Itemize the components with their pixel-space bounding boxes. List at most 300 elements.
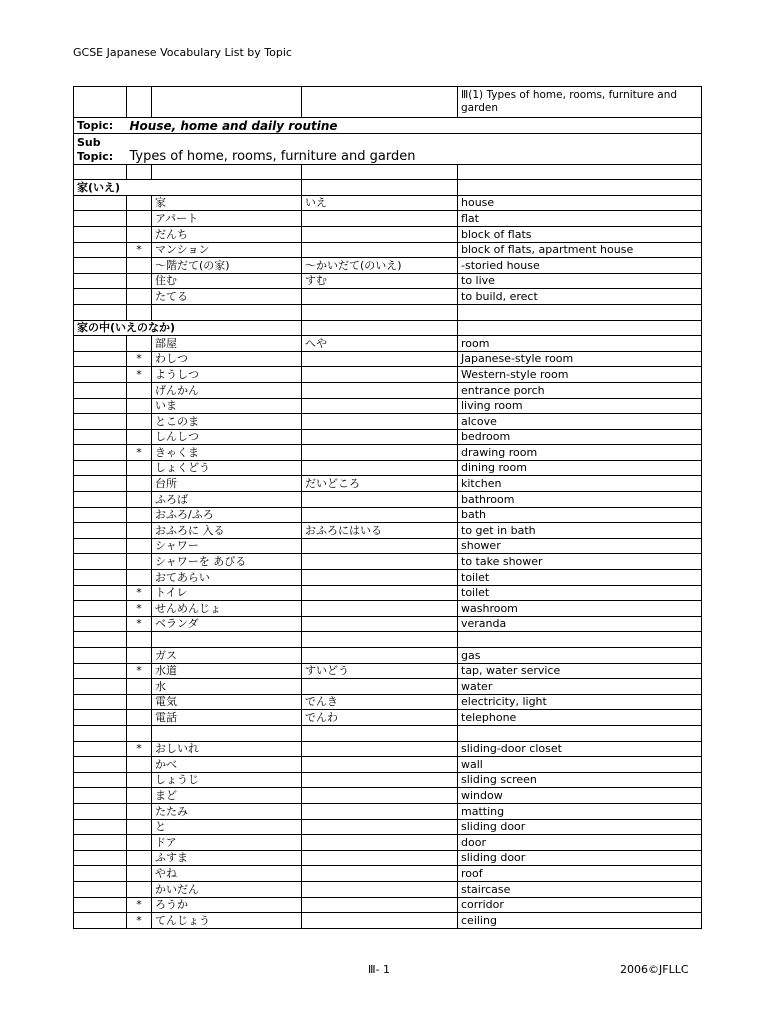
japanese-word: せんめんじょ bbox=[152, 601, 302, 617]
importance-mark bbox=[127, 476, 152, 492]
reading bbox=[302, 445, 458, 461]
importance-mark: * bbox=[127, 913, 152, 929]
japanese-word: かべ bbox=[152, 757, 302, 773]
japanese-word: かいだん bbox=[152, 881, 302, 897]
empty-cell bbox=[74, 226, 127, 242]
empty-cell bbox=[127, 632, 152, 648]
japanese-word: ろうか bbox=[152, 897, 302, 913]
table-row bbox=[74, 476, 702, 492]
reading bbox=[302, 367, 458, 383]
empty-cell bbox=[74, 585, 127, 601]
reading bbox=[302, 881, 458, 897]
english-meaning: room bbox=[458, 336, 702, 352]
empty-cell bbox=[74, 850, 127, 866]
japanese-word: と bbox=[152, 819, 302, 835]
japanese-word: だんち bbox=[152, 226, 302, 242]
reading bbox=[302, 616, 458, 632]
japanese-word: おてあらい bbox=[152, 570, 302, 586]
english-meaning: Japanese-style room bbox=[458, 351, 702, 367]
header-cell-empty bbox=[152, 87, 302, 118]
empty-cell bbox=[74, 803, 127, 819]
table-row bbox=[74, 538, 702, 554]
japanese-word: ようしつ bbox=[152, 367, 302, 383]
empty-cell bbox=[74, 679, 127, 695]
importance-mark bbox=[127, 507, 152, 523]
table-row bbox=[74, 585, 702, 601]
empty-cell bbox=[74, 741, 127, 757]
table-row bbox=[74, 694, 702, 710]
empty-cell bbox=[74, 367, 127, 383]
importance-mark bbox=[127, 382, 152, 398]
table-row bbox=[74, 663, 702, 679]
importance-mark bbox=[127, 648, 152, 664]
importance-mark bbox=[127, 258, 152, 274]
reading bbox=[302, 492, 458, 508]
japanese-word: 電話 bbox=[152, 710, 302, 726]
empty-cell bbox=[74, 242, 127, 258]
table-row bbox=[74, 803, 702, 819]
empty-cell bbox=[74, 725, 127, 741]
english-meaning: water bbox=[458, 679, 702, 695]
reading bbox=[302, 289, 458, 305]
empty-cell bbox=[74, 304, 127, 320]
empty-cell bbox=[74, 710, 127, 726]
table-row bbox=[74, 258, 702, 274]
topic-label: Topic: bbox=[74, 118, 127, 134]
table-row bbox=[74, 710, 702, 726]
importance-mark bbox=[127, 679, 152, 695]
japanese-word: ガス bbox=[152, 648, 302, 664]
table-row bbox=[74, 554, 702, 570]
importance-mark bbox=[127, 211, 152, 227]
importance-mark bbox=[127, 226, 152, 242]
empty-cell bbox=[458, 632, 702, 648]
english-meaning: shower bbox=[458, 538, 702, 554]
table-row bbox=[74, 242, 702, 258]
japanese-word: シャワー bbox=[152, 538, 302, 554]
table-row bbox=[74, 850, 702, 866]
reading bbox=[302, 414, 458, 430]
japanese-word: おふろ/ふろ bbox=[152, 507, 302, 523]
empty-cell bbox=[74, 523, 127, 539]
japanese-word: おふろに 入る bbox=[152, 523, 302, 539]
reading: でんわ bbox=[302, 710, 458, 726]
empty-cell bbox=[74, 507, 127, 523]
table-row bbox=[74, 336, 702, 352]
empty-cell bbox=[302, 320, 458, 336]
blank-row bbox=[74, 725, 702, 741]
english-meaning: bath bbox=[458, 507, 702, 523]
english-meaning: toilet bbox=[458, 570, 702, 586]
empty-cell bbox=[152, 632, 302, 648]
empty-cell bbox=[74, 663, 127, 679]
reading bbox=[302, 538, 458, 554]
english-meaning: to get in bath bbox=[458, 523, 702, 539]
table-row bbox=[74, 429, 702, 445]
empty-cell bbox=[74, 476, 127, 492]
reading bbox=[302, 803, 458, 819]
english-meaning: house bbox=[458, 195, 702, 211]
empty-cell bbox=[74, 772, 127, 788]
table-row bbox=[74, 382, 702, 398]
empty-cell bbox=[74, 492, 127, 508]
japanese-word: ドア bbox=[152, 835, 302, 851]
empty-cell bbox=[74, 866, 127, 882]
table-row bbox=[74, 211, 702, 227]
empty-cell bbox=[302, 164, 458, 180]
english-meaning: electricity, light bbox=[458, 694, 702, 710]
reading bbox=[302, 507, 458, 523]
importance-mark bbox=[127, 881, 152, 897]
english-meaning: wall bbox=[458, 757, 702, 773]
header-cell-empty bbox=[74, 87, 127, 118]
japanese-word: いま bbox=[152, 398, 302, 414]
japanese-word: トイレ bbox=[152, 585, 302, 601]
english-meaning: ceiling bbox=[458, 913, 702, 929]
importance-mark bbox=[127, 772, 152, 788]
reading bbox=[302, 554, 458, 570]
empty-cell bbox=[74, 601, 127, 617]
english-meaning: window bbox=[458, 788, 702, 804]
reading bbox=[302, 398, 458, 414]
japanese-word: しょくどう bbox=[152, 460, 302, 476]
table-row bbox=[74, 367, 702, 383]
japanese-word: きゃくま bbox=[152, 445, 302, 461]
japanese-word: 住む bbox=[152, 273, 302, 289]
importance-mark: * bbox=[127, 601, 152, 617]
page-number: Ⅲ- 1 bbox=[368, 963, 391, 976]
empty-cell bbox=[74, 570, 127, 586]
importance-mark bbox=[127, 398, 152, 414]
reading bbox=[302, 741, 458, 757]
empty-cell bbox=[152, 304, 302, 320]
importance-mark bbox=[127, 523, 152, 539]
table-row bbox=[74, 819, 702, 835]
reading bbox=[302, 788, 458, 804]
empty-cell bbox=[302, 725, 458, 741]
english-meaning: block of flats bbox=[458, 226, 702, 242]
table-row bbox=[74, 460, 702, 476]
importance-mark: * bbox=[127, 445, 152, 461]
importance-mark bbox=[127, 429, 152, 445]
english-meaning: telephone bbox=[458, 710, 702, 726]
empty-cell bbox=[74, 336, 127, 352]
importance-mark: * bbox=[127, 663, 152, 679]
english-meaning: corridor bbox=[458, 897, 702, 913]
vocabulary-table bbox=[73, 86, 702, 929]
section-reference: Ⅲ(1) Types of home, rooms, furniture and garden bbox=[458, 87, 702, 118]
table-row bbox=[74, 507, 702, 523]
japanese-word: おしいれ bbox=[152, 741, 302, 757]
reading: いえ bbox=[302, 195, 458, 211]
table-row bbox=[74, 351, 702, 367]
importance-mark: * bbox=[127, 242, 152, 258]
empty-cell bbox=[74, 398, 127, 414]
importance-mark bbox=[127, 694, 152, 710]
english-meaning: to take shower bbox=[458, 554, 702, 570]
english-meaning: dining room bbox=[458, 460, 702, 476]
japanese-word: げんかん bbox=[152, 382, 302, 398]
reading: すいどう bbox=[302, 663, 458, 679]
japanese-word: やね bbox=[152, 866, 302, 882]
empty-cell bbox=[458, 320, 702, 336]
reading: すむ bbox=[302, 273, 458, 289]
table-row bbox=[74, 881, 702, 897]
importance-mark bbox=[127, 819, 152, 835]
table-row bbox=[74, 913, 702, 929]
document-title: GCSE Japanese Vocabulary List by Topic bbox=[73, 46, 292, 59]
japanese-word: 水道 bbox=[152, 663, 302, 679]
empty-cell bbox=[74, 445, 127, 461]
importance-mark bbox=[127, 336, 152, 352]
english-meaning: living room bbox=[458, 398, 702, 414]
importance-mark: * bbox=[127, 367, 152, 383]
table-row bbox=[74, 289, 702, 305]
empty-cell bbox=[74, 757, 127, 773]
reading: おふろにはいる bbox=[302, 523, 458, 539]
topic-value: House, home and daily routine bbox=[127, 118, 702, 134]
reading bbox=[302, 679, 458, 695]
empty-cell bbox=[74, 554, 127, 570]
table-row bbox=[74, 897, 702, 913]
empty-cell bbox=[74, 258, 127, 274]
japanese-word: 〜階だて(の家) bbox=[152, 258, 302, 274]
english-meaning: alcove bbox=[458, 414, 702, 430]
importance-mark: * bbox=[127, 897, 152, 913]
reading bbox=[302, 757, 458, 773]
importance-mark bbox=[127, 788, 152, 804]
empty-cell bbox=[74, 164, 127, 180]
japanese-word: 部屋 bbox=[152, 336, 302, 352]
table-row bbox=[74, 273, 702, 289]
section-title: 家の中(いえのなか) bbox=[74, 320, 302, 336]
empty-cell bbox=[74, 788, 127, 804]
english-meaning: to live bbox=[458, 273, 702, 289]
empty-cell bbox=[127, 725, 152, 741]
blank-row bbox=[74, 164, 702, 180]
table-row bbox=[74, 679, 702, 695]
english-meaning: staircase bbox=[458, 881, 702, 897]
table-row bbox=[74, 866, 702, 882]
table-row bbox=[74, 601, 702, 617]
reading bbox=[302, 242, 458, 258]
japanese-word: とこのま bbox=[152, 414, 302, 430]
section-title: 家(いえ) bbox=[74, 180, 302, 196]
english-meaning: tap, water service bbox=[458, 663, 702, 679]
empty-cell bbox=[74, 382, 127, 398]
importance-mark bbox=[127, 710, 152, 726]
subtopic-value: Types of home, rooms, furniture and garden bbox=[127, 133, 702, 164]
table-row bbox=[74, 523, 702, 539]
reading bbox=[302, 897, 458, 913]
empty-cell bbox=[302, 304, 458, 320]
blank-row bbox=[74, 632, 702, 648]
japanese-word: アパート bbox=[152, 211, 302, 227]
japanese-word: たてる bbox=[152, 289, 302, 305]
english-meaning: sliding door bbox=[458, 850, 702, 866]
empty-cell bbox=[74, 819, 127, 835]
japanese-word: 台所 bbox=[152, 476, 302, 492]
english-meaning: veranda bbox=[458, 616, 702, 632]
topic-row bbox=[74, 118, 702, 134]
importance-mark bbox=[127, 195, 152, 211]
importance-mark bbox=[127, 538, 152, 554]
empty-cell bbox=[74, 211, 127, 227]
japanese-word: ふすま bbox=[152, 850, 302, 866]
japanese-word: しょうじ bbox=[152, 772, 302, 788]
table-row bbox=[74, 226, 702, 242]
english-meaning: block of flats, apartment house bbox=[458, 242, 702, 258]
reading bbox=[302, 211, 458, 227]
empty-cell bbox=[458, 180, 702, 196]
reading: でんき bbox=[302, 694, 458, 710]
english-meaning: bathroom bbox=[458, 492, 702, 508]
reading bbox=[302, 460, 458, 476]
empty-cell bbox=[74, 351, 127, 367]
empty-cell bbox=[152, 164, 302, 180]
english-meaning: -storied house bbox=[458, 258, 702, 274]
reading bbox=[302, 835, 458, 851]
section-header-row bbox=[74, 180, 702, 196]
english-meaning: washroom bbox=[458, 601, 702, 617]
empty-cell bbox=[127, 164, 152, 180]
table-row bbox=[74, 772, 702, 788]
empty-cell bbox=[74, 835, 127, 851]
table-header-row bbox=[74, 87, 702, 118]
importance-mark: * bbox=[127, 616, 152, 632]
table-row bbox=[74, 492, 702, 508]
importance-mark: * bbox=[127, 741, 152, 757]
reading bbox=[302, 601, 458, 617]
importance-mark bbox=[127, 492, 152, 508]
reading bbox=[302, 351, 458, 367]
table-row bbox=[74, 398, 702, 414]
empty-cell bbox=[152, 725, 302, 741]
japanese-word: 電気 bbox=[152, 694, 302, 710]
reading bbox=[302, 226, 458, 242]
table-row bbox=[74, 648, 702, 664]
reading: だいどころ bbox=[302, 476, 458, 492]
english-meaning: Western-style room bbox=[458, 367, 702, 383]
empty-cell bbox=[302, 632, 458, 648]
section-header-row bbox=[74, 320, 702, 336]
table-row bbox=[74, 414, 702, 430]
table-row bbox=[74, 757, 702, 773]
importance-mark: * bbox=[127, 585, 152, 601]
copyright: 2006©JFLLC bbox=[620, 963, 689, 976]
importance-mark bbox=[127, 803, 152, 819]
empty-cell bbox=[458, 304, 702, 320]
empty-cell bbox=[74, 694, 127, 710]
english-meaning: kitchen bbox=[458, 476, 702, 492]
header-cell-empty bbox=[127, 87, 152, 118]
table-row bbox=[74, 445, 702, 461]
japanese-word: ベランダ bbox=[152, 616, 302, 632]
table-row bbox=[74, 570, 702, 586]
empty-cell bbox=[458, 725, 702, 741]
importance-mark bbox=[127, 554, 152, 570]
english-meaning: door bbox=[458, 835, 702, 851]
japanese-word: 家 bbox=[152, 195, 302, 211]
blank-row bbox=[74, 304, 702, 320]
english-meaning: sliding screen bbox=[458, 772, 702, 788]
subtopic-row bbox=[74, 133, 702, 164]
reading bbox=[302, 648, 458, 664]
japanese-word: シャワーを あびる bbox=[152, 554, 302, 570]
table-row bbox=[74, 616, 702, 632]
empty-cell bbox=[74, 429, 127, 445]
subtopic-label-line1: Sub bbox=[77, 135, 101, 149]
english-meaning: entrance porch bbox=[458, 382, 702, 398]
english-meaning: matting bbox=[458, 803, 702, 819]
empty-cell bbox=[74, 616, 127, 632]
japanese-word: 水 bbox=[152, 679, 302, 695]
reading bbox=[302, 570, 458, 586]
reading bbox=[302, 850, 458, 866]
reading bbox=[302, 382, 458, 398]
subtopic-label-line2: Topic: bbox=[77, 149, 114, 163]
importance-mark bbox=[127, 850, 152, 866]
table-row bbox=[74, 788, 702, 804]
reading: へや bbox=[302, 336, 458, 352]
empty-cell bbox=[74, 273, 127, 289]
empty-cell bbox=[74, 195, 127, 211]
empty-cell bbox=[74, 913, 127, 929]
reading bbox=[302, 429, 458, 445]
importance-mark bbox=[127, 414, 152, 430]
english-meaning: gas bbox=[458, 648, 702, 664]
japanese-word: マンション bbox=[152, 242, 302, 258]
reading bbox=[302, 913, 458, 929]
reading bbox=[302, 585, 458, 601]
empty-cell bbox=[458, 164, 702, 180]
empty-cell bbox=[74, 897, 127, 913]
english-meaning: sliding door bbox=[458, 819, 702, 835]
english-meaning: flat bbox=[458, 211, 702, 227]
header-cell-empty bbox=[302, 87, 458, 118]
japanese-word: たたみ bbox=[152, 803, 302, 819]
reading bbox=[302, 772, 458, 788]
reading: 〜かいだて(のいえ) bbox=[302, 258, 458, 274]
english-meaning: to build, erect bbox=[458, 289, 702, 305]
table-row bbox=[74, 741, 702, 757]
empty-cell bbox=[74, 538, 127, 554]
importance-mark bbox=[127, 757, 152, 773]
subtopic-label bbox=[74, 133, 127, 164]
importance-mark bbox=[127, 866, 152, 882]
empty-cell bbox=[74, 414, 127, 430]
empty-cell bbox=[74, 632, 127, 648]
importance-mark bbox=[127, 570, 152, 586]
japanese-word: わしつ bbox=[152, 351, 302, 367]
english-meaning: sliding-door closet bbox=[458, 741, 702, 757]
english-meaning: roof bbox=[458, 866, 702, 882]
empty-cell bbox=[74, 648, 127, 664]
table-row bbox=[74, 835, 702, 851]
empty-cell bbox=[127, 304, 152, 320]
importance-mark bbox=[127, 460, 152, 476]
importance-mark bbox=[127, 273, 152, 289]
empty-cell bbox=[74, 881, 127, 897]
japanese-word: てんじょう bbox=[152, 913, 302, 929]
reading bbox=[302, 819, 458, 835]
reading bbox=[302, 866, 458, 882]
empty-cell bbox=[74, 289, 127, 305]
empty-cell bbox=[302, 180, 458, 196]
english-meaning: drawing room bbox=[458, 445, 702, 461]
english-meaning: toilet bbox=[458, 585, 702, 601]
importance-mark bbox=[127, 289, 152, 305]
